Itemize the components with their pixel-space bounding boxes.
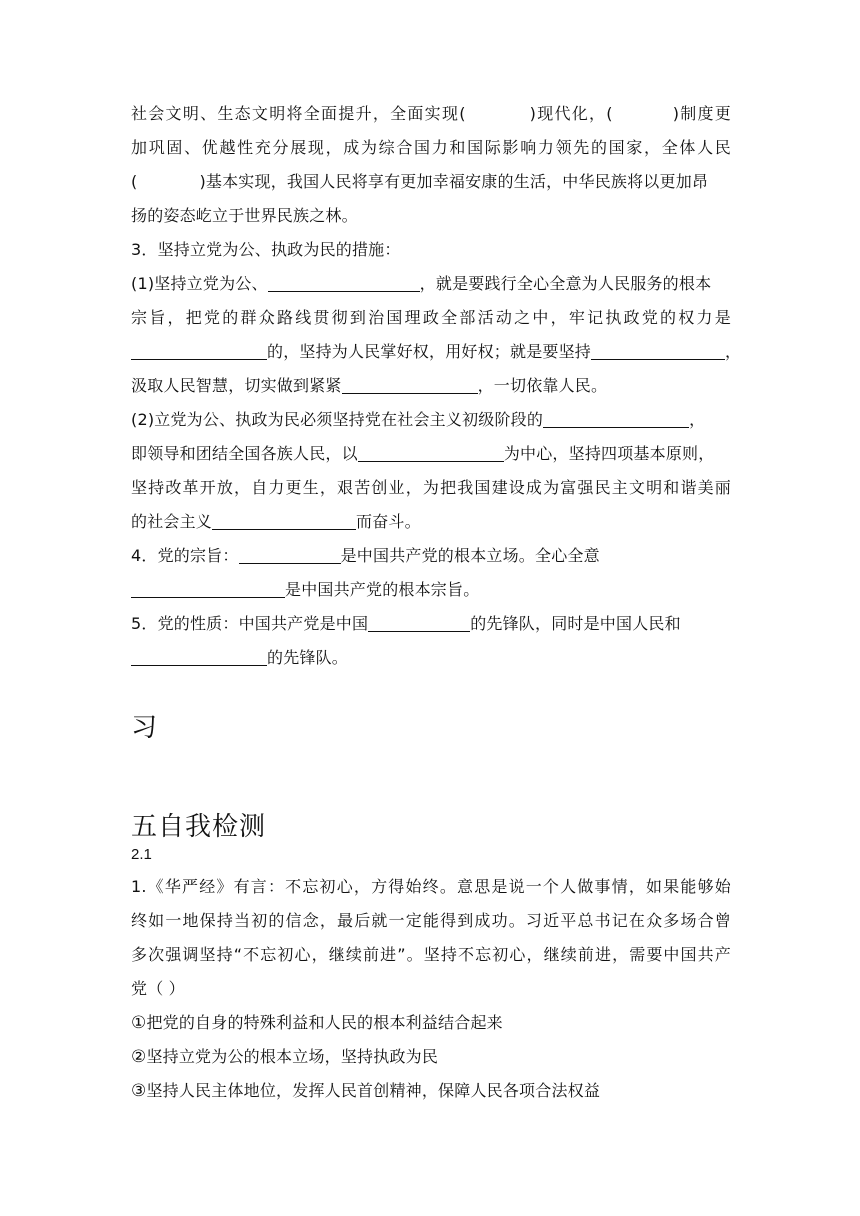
option-1-marker: ① [131, 1013, 147, 1033]
item3-p1-line-3: 的，坚持为人民掌好权，用好权；就是要坚持 ， [131, 335, 731, 369]
item4-line-1: 4．党的宗旨： 是中国共产党的根本立场。全心全意 [131, 546, 600, 565]
item5-line-1: 5．党的性质：中国共产党是中国 的先锋队，同时是中国人民和 [131, 614, 681, 633]
question-1 [131, 870, 731, 1108]
question-1-line-4: 党（ ） [131, 979, 185, 998]
item3-p2-line-1: (2)立党为公、执政为民必须坚持党在社会主义初级阶段的 ， [131, 410, 706, 429]
blank-field[interactable] [543, 409, 689, 428]
blank-field[interactable] [131, 579, 285, 598]
blank-field[interactable] [131, 647, 267, 666]
item5-line-2: 的先锋队。 [131, 641, 731, 675]
blank-field[interactable] [591, 341, 725, 360]
option-3-text: 坚持人民主体地位，发挥人民首创精神，保障人民各项合法权益 [146, 1081, 601, 1100]
item3-p1-line-2: 宗旨，把党的群众路线贯彻到治国理政全部活动之中，牢记执政党的权力是 [131, 308, 731, 327]
item3-p1-line-1: (1)坚持立党为公、 ，就是要践行全心全意为人民服务的根本 [131, 274, 712, 293]
question-1-line-3: 多次强调坚持“不忘初心，继续前进”。坚持不忘初心，继续前进，需要中国共产 [131, 945, 731, 964]
item3-p2-line-3: 坚持改革开放，自力更生，艰苦创业，为把我国建设成为富强民主文明和谐美丽 [131, 478, 731, 497]
document-page [131, 97, 742, 1101]
intro-line-2: 加巩固、优越性充分展现，成为综合国力和国际影响力领先的国家，全体人民 [131, 138, 731, 157]
item4-line-2: 是中国共产党的根本宗旨。 [131, 573, 731, 607]
question-1-line-1: 1.《华严经》有言：不忘初心，方得始终。意思是说一个人做事情，如果能够始 [131, 877, 731, 896]
intro-line-4: 扬的姿态屹立于世界民族之林。 [131, 206, 358, 225]
intro-line-1: 社会文明、生态文明将全面提升，全面实现( )现代化，( )制度更 [131, 104, 732, 123]
intro-line-3: ( )基本实现，我国人民将享有更加幸福安康的生活，中华民族将以更加昂 [131, 172, 709, 191]
option-2-marker: ② [131, 1047, 147, 1067]
blank-field[interactable] [342, 375, 478, 394]
blank-field[interactable] [239, 545, 341, 564]
item3-p2-line-2: 即领导和团结全国各族人民，以 为中心，坚持四项基本原则， [131, 444, 715, 463]
section-heading-xi: 习 [131, 713, 158, 743]
option-2[interactable] [131, 1040, 731, 1074]
section-heading-self-test: 五自我检测 [131, 812, 267, 842]
option-3[interactable] [131, 1074, 731, 1108]
option-1-text: 把党的自身的特殊利益和人民的根本利益结合起来 [146, 1013, 503, 1032]
option-1[interactable] [131, 1006, 731, 1040]
item3-title: 3．坚持立党为公、执政为民的措施： [131, 240, 401, 259]
item3-p2-line-4: 的社会主义 而奋斗。 [131, 512, 421, 531]
item3-p1-line-4: 汲取人民智慧，切实做到紧紧 ，一切依靠人民。 [131, 376, 608, 395]
blank-field[interactable] [131, 341, 267, 360]
question-1-line-2: 终如一地保持当初的信念，最后就一定能得到成功。习近平总书记在众多场合曾 [131, 911, 731, 930]
section-number: 2.1 [131, 846, 152, 863]
option-2-text: 坚持立党为公的根本立场，坚持执政为民 [146, 1047, 439, 1066]
option-3-marker: ③ [131, 1081, 147, 1101]
blank-field[interactable] [368, 613, 470, 632]
blank-field[interactable] [268, 273, 420, 292]
blank-field[interactable] [212, 511, 356, 530]
blank-field[interactable] [358, 443, 504, 462]
